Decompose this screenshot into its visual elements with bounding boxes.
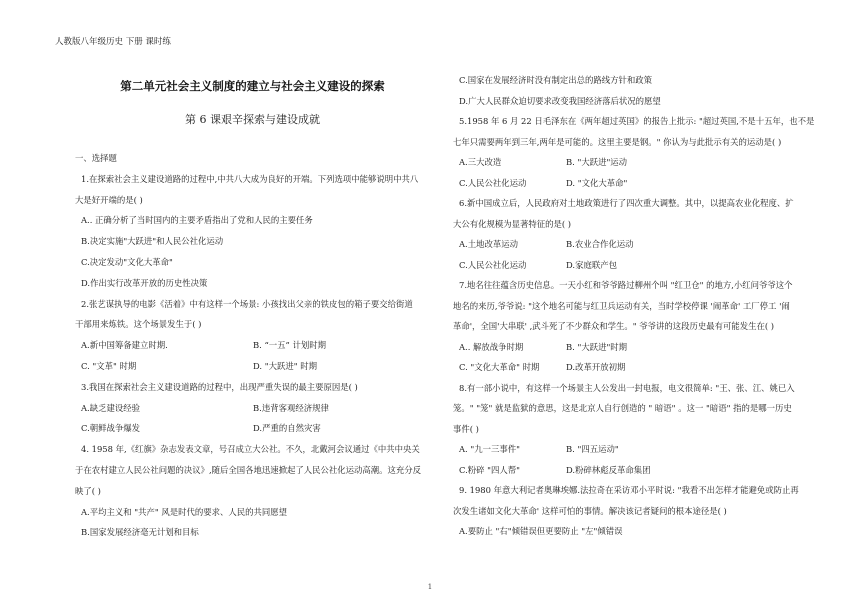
option-b: B.违背客观经济规律 (253, 402, 329, 413)
text-line: B.决定实施"大跃进"和人民公社化运动 (81, 236, 224, 247)
text-line: A.土地改革运动 (459, 239, 518, 249)
text-line: A.要防止 "右"倾错误但更要防止 "左"倾错误 (459, 526, 623, 536)
text-line: 笼。" "笼" 就是监狱的意思，这是北京人自行创造的 " 暗语" 。这一 "暗语" 指的是哪一历史 (453, 403, 792, 413)
text-line: C.决定发动"文化大革命" (81, 257, 173, 267)
text-line: A.. 正确分析了当时国内的主要矛盾指出了党和人民的主要任务 (81, 215, 313, 226)
text-line: C. "文化大革命" 时期 (459, 362, 540, 372)
text-line: 4. 1958 年,《红旗》杂志发表文章，号召成立大公社。不久，北戴河会议通过《中共中央关 (81, 444, 420, 455)
text-line: 大是好开端的是( ) (75, 194, 143, 205)
text-line: B.国家发展经济毫无计划和目标 (81, 527, 199, 538)
text-line: 干部用来炼铁。这个场景发生于( ) (75, 319, 202, 330)
text-line: 3.我国在探索社会主义建设道路的过程中，出现严重失误的最主要原因是( ) (81, 381, 358, 392)
option-b: D. "大跃进" 时期 (253, 361, 317, 371)
text-line: 大公有化规模为显著特征的是( ) (453, 218, 572, 229)
text-line: 6.新中国成立后，人民政府对土地政策进行了四次重大调整。其中，以提高农业化程度、扩 (459, 198, 794, 208)
option-b: B. "四五运动" (566, 444, 619, 454)
page-number: 1 (427, 583, 433, 591)
text-line: 于在农村建立人民公社问题的决议》,随后全国各地迅速掀起了人民公社化运动高潮。这充分反 (75, 465, 422, 475)
text-line: A.新中国筹备建立时期. (81, 340, 168, 351)
option-b: B. "大跃进"运动 (566, 157, 628, 167)
text-line: 2.张艺谋执导的电影《活着》中有这样一个场景: 小孩找出父亲的铁皮包的箱子要交给街道 (81, 298, 413, 309)
text-line: 映了( ) (75, 485, 101, 496)
text-line: 七年只需要两年到三年,两年是可能的。这里主要是钢。" 你认为与此批示有关的运动是( ) (453, 136, 782, 147)
text-line: A.. 解放战争时期 (459, 341, 524, 352)
text-line: A.三大改造 (459, 157, 502, 167)
text-line: 7.地名往往蕴含历史信息。一天小红和爷爷路过柳州个叫 "红卫仓" 的地方,小红问爷爷这个 (459, 280, 793, 290)
text-line: C.国家在发展经济时没有制定出总的路线方针和政策 (459, 75, 653, 85)
text-line: 事件( ) (453, 423, 479, 434)
text-line: C.人民公社化运动 (459, 177, 527, 188)
option-b: B.农业合作化运动 (566, 239, 634, 249)
text-line: 地名的来历,爷爷说: "这个地名可能与红卫兵运动有关，当时学校停课 '闹革命' 工厂停工 '闹 (453, 300, 790, 311)
option-b: D.粉碎林彪反革命集团 (566, 464, 651, 475)
text-line: D.广大人民群众迫切要求改变我国经济落后状况的愿望 (459, 95, 661, 106)
text-line: 9. 1980 年意大利记者奥琳埃娜.法拉奇在采访邓小平时说: "我看不出怎样才能避免或防止再 (459, 485, 799, 495)
text-line: A.缺乏建设经验 (81, 402, 140, 413)
text-line: D.作出实行改革开放的历史性决策 (81, 277, 208, 288)
unit-title: 第二单元社会主义制度的建立与社会主义建设的探索 (120, 79, 385, 93)
text-line: 次发生诸如文化大革命' 这样可怕的事情。解决该记者疑问的根本途径是( ) (453, 505, 727, 516)
text-line: A.平均主义和 "共产" 风是时代的要求、人民的共同愿望 (81, 506, 287, 517)
option-b: D. "文化大革命" (566, 177, 628, 188)
text-line: 5.1958 年 6 月 22 日毛泽东在《两年超过英国》的报告上批示: "超过英国,不是十五年，也不是 (459, 116, 815, 126)
text-line: 一、选择题 (75, 153, 117, 163)
page-header: 人教版八年级历史 下册 课时练 (55, 37, 171, 47)
text-line: 革命'，全国'大串联' ,武斗死了不少群众和学生。" 爷爷讲的这段历史最有可能发生在( ) (453, 321, 775, 331)
text-line: 8.有一部小说中，有这样一个场景主人公发出一封电报，电文很简单: "王、张、江、姚已入 (459, 382, 795, 393)
lesson-title: 第 6 课艰辛探索与建设成就 (185, 113, 320, 126)
text-line: C.粉碎 "四人帮" (459, 464, 521, 475)
option-b: D.家庭联产包 (566, 259, 617, 270)
text-line: C.人民公社化运动 (459, 259, 527, 270)
option-b: B. "大跃进"时期 (566, 341, 628, 352)
option-b: D.改革开放初期 (566, 362, 626, 372)
option-b: B. “一五” 计划时期 (253, 340, 326, 351)
text-line: C.朝鲜战争爆发 (81, 423, 141, 434)
text-line: 1.在探索社会主义建设道路的过程中,中共八大成为良好的开端。下列选项中能够说明中共八 (81, 173, 419, 184)
option-b: D.严重的自然灾害 (253, 423, 321, 434)
text-line: A. "九一三事件" (459, 444, 520, 454)
text-line: C. "文革" 时期 (81, 361, 137, 371)
